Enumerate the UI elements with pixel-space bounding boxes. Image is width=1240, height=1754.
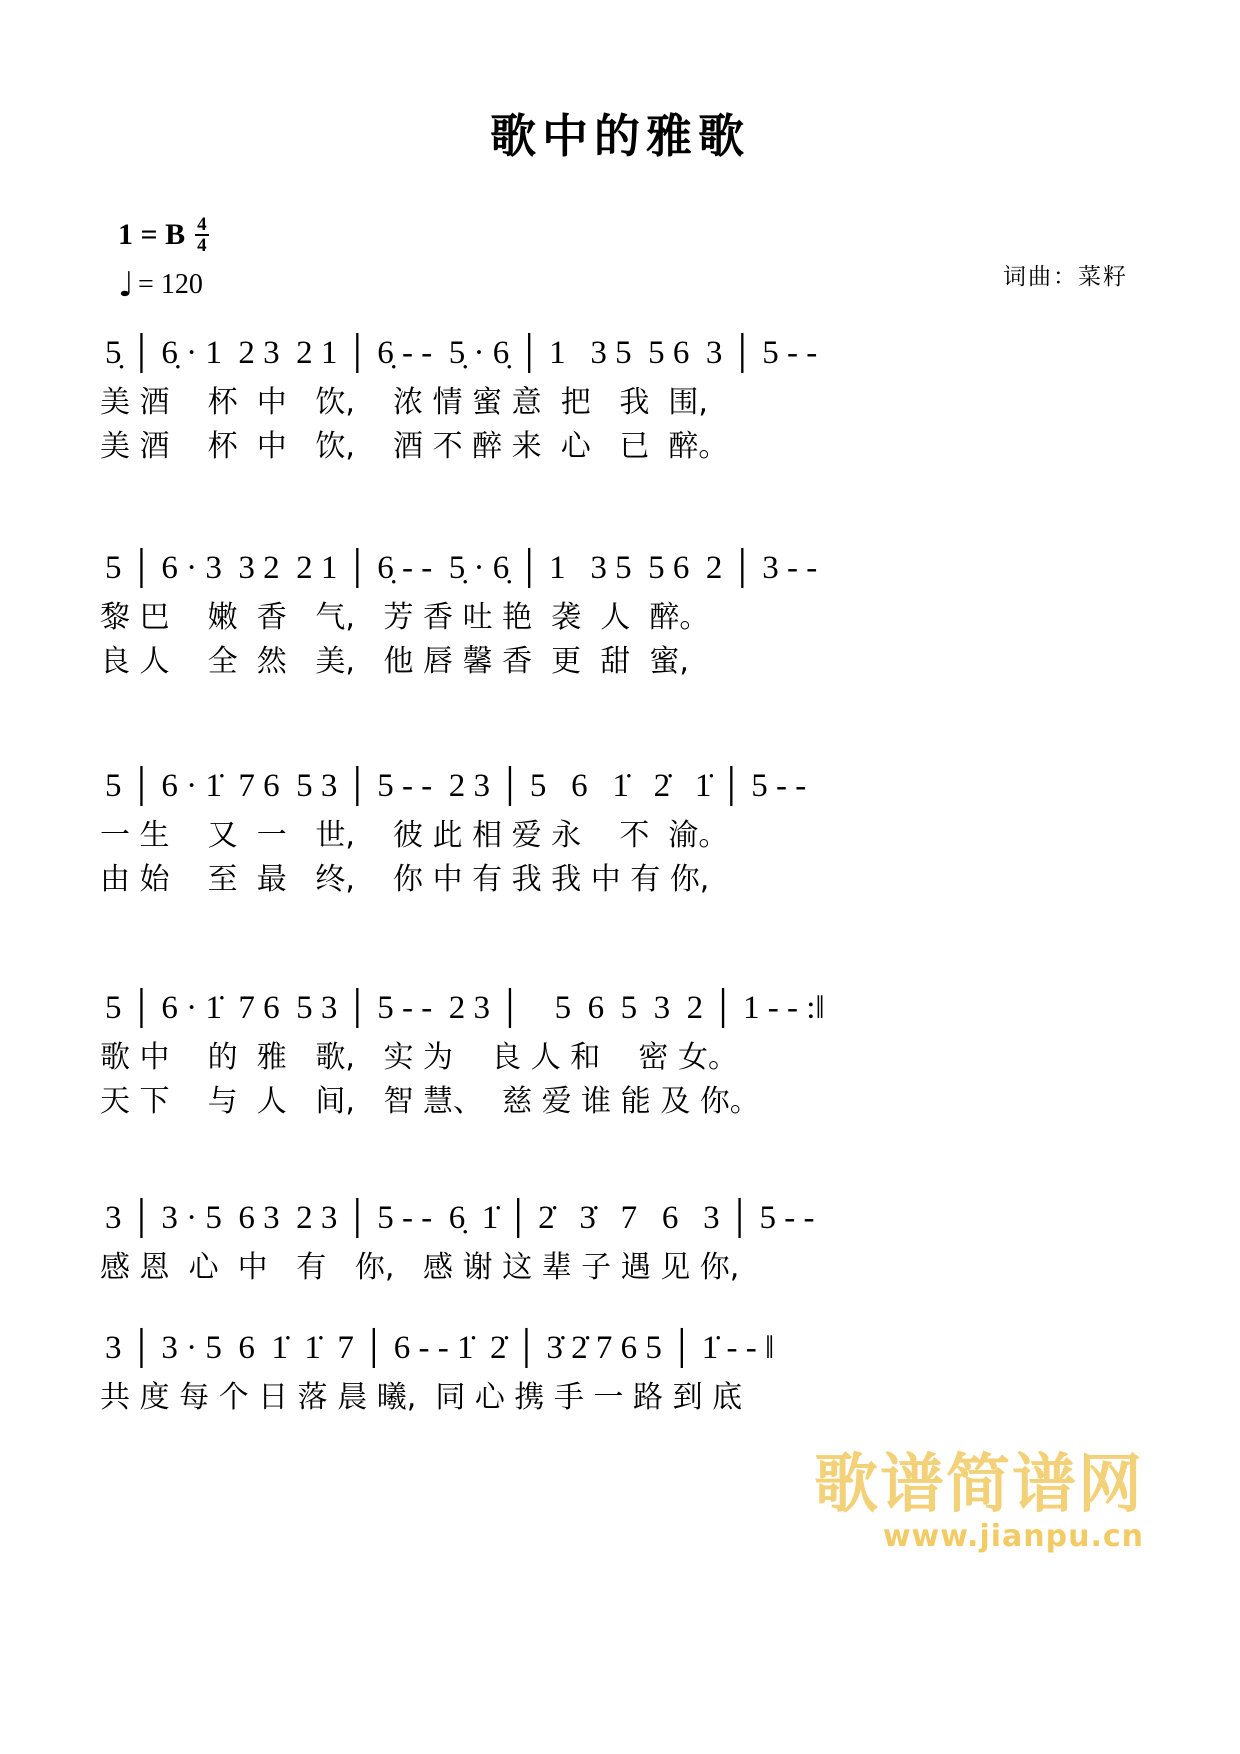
page-title: 歌中的雅歌 — [490, 109, 750, 163]
time-signature-denominator: 4 — [197, 235, 207, 256]
lyric-line: 美 酒 杯 中 饮, 浓 情 蜜 意 把 我 围, — [100, 385, 708, 420]
quarter-note-icon: ♩ — [118, 265, 135, 305]
tempo-marking — [118, 265, 203, 305]
notation-row: 3 │ 3 · 5 6 3 2 3 │ 5 - - 6̣ 1̇ │ 2̇ 3̇ 7 6 3 │ 5 - - — [105, 1200, 815, 1236]
lyric-line: 共 度 每 个 日 落 晨 曦, 同 心 携 手 一 路 到 底 — [100, 1380, 743, 1415]
time-signature-numerator: 4 — [197, 214, 207, 235]
notation-row: 5 │ 6 · 3 3 2 2 1 │ 6̣ - - 5̣ · 6̣ │ 1 3 5 5 6 2 │ 3 - - — [105, 550, 818, 586]
tempo-value: = 120 — [138, 269, 203, 300]
music-system-3 — [0, 768, 1240, 901]
music-system-1 — [0, 335, 1240, 468]
lyric-line: 天 下 与 人 间, 智 慧、 慈 爱 谁 能 及 你。 — [100, 1083, 760, 1119]
lyric-line: 歌 中 的 雅 歌, 实 为 良 人 和 密 女。 — [100, 1040, 738, 1075]
lyric-line: 黎 巴 嫩 香 气, 芳 香 吐 艳 袭 人 醉。 — [100, 600, 710, 635]
music-system-5 — [0, 1200, 1240, 1290]
notation-row: 5 │ 6 · 1̇ 7 6 5 3 │ 5 - - 2 3 │ 5 6 1̇ 2̇ 1̇ │ 5 - - — [105, 768, 807, 804]
notation-row: 5̣ │ 6̣ · 1 2 3 2 1 │ 6̣ - - 5̣ · 6̣ │ 1 3 5 5 6 3 │ 5 - - — [105, 335, 818, 371]
notation-row: 3 │ 3 · 5 6 1̇ 1̇ 7 │ 6 - - 1̇ 2̇ │ 3̇ 2̇ 7 6 5 │ 1̇ - - ‖ — [105, 1330, 775, 1366]
composer-credit: 词曲：菜籽 — [1003, 264, 1128, 290]
time-signature — [195, 215, 209, 255]
lyric-line: 由 始 至 最 终, 你 中 有 我 我 中 有 你, — [100, 861, 710, 897]
lyric-line: 感 恩 心 中 有 你, 感 谢 这 辈 子 遇 见 你, — [100, 1250, 740, 1285]
watermark-site-name: 歌谱简谱网 — [814, 1448, 1144, 1522]
music-system-6 — [0, 1330, 1240, 1420]
lyric-line: 一 生 又 一 世, 彼 此 相 爱 永 不 渝。 — [100, 818, 729, 853]
key-signature — [118, 215, 209, 255]
music-system-2 — [0, 550, 1240, 683]
watermark-url: www.jianpu.cn — [882, 1519, 1144, 1554]
music-system-4 — [0, 990, 1240, 1123]
lyric-line: 良 人 全 然 美, 他 唇 馨 香 更 甜 蜜, — [100, 643, 689, 679]
key-signature-text: 1 = B — [118, 218, 186, 251]
lyric-line: 美 酒 杯 中 饮, 酒 不 醉 来 心 已 醉。 — [100, 428, 729, 464]
notation-row: 5 │ 6 · 1̇ 7 6 5 3 │ 5 - - 2 3 │ 5 6 5 3 2 │ 1 - - :‖ — [105, 990, 825, 1026]
watermark — [814, 1433, 1144, 1554]
